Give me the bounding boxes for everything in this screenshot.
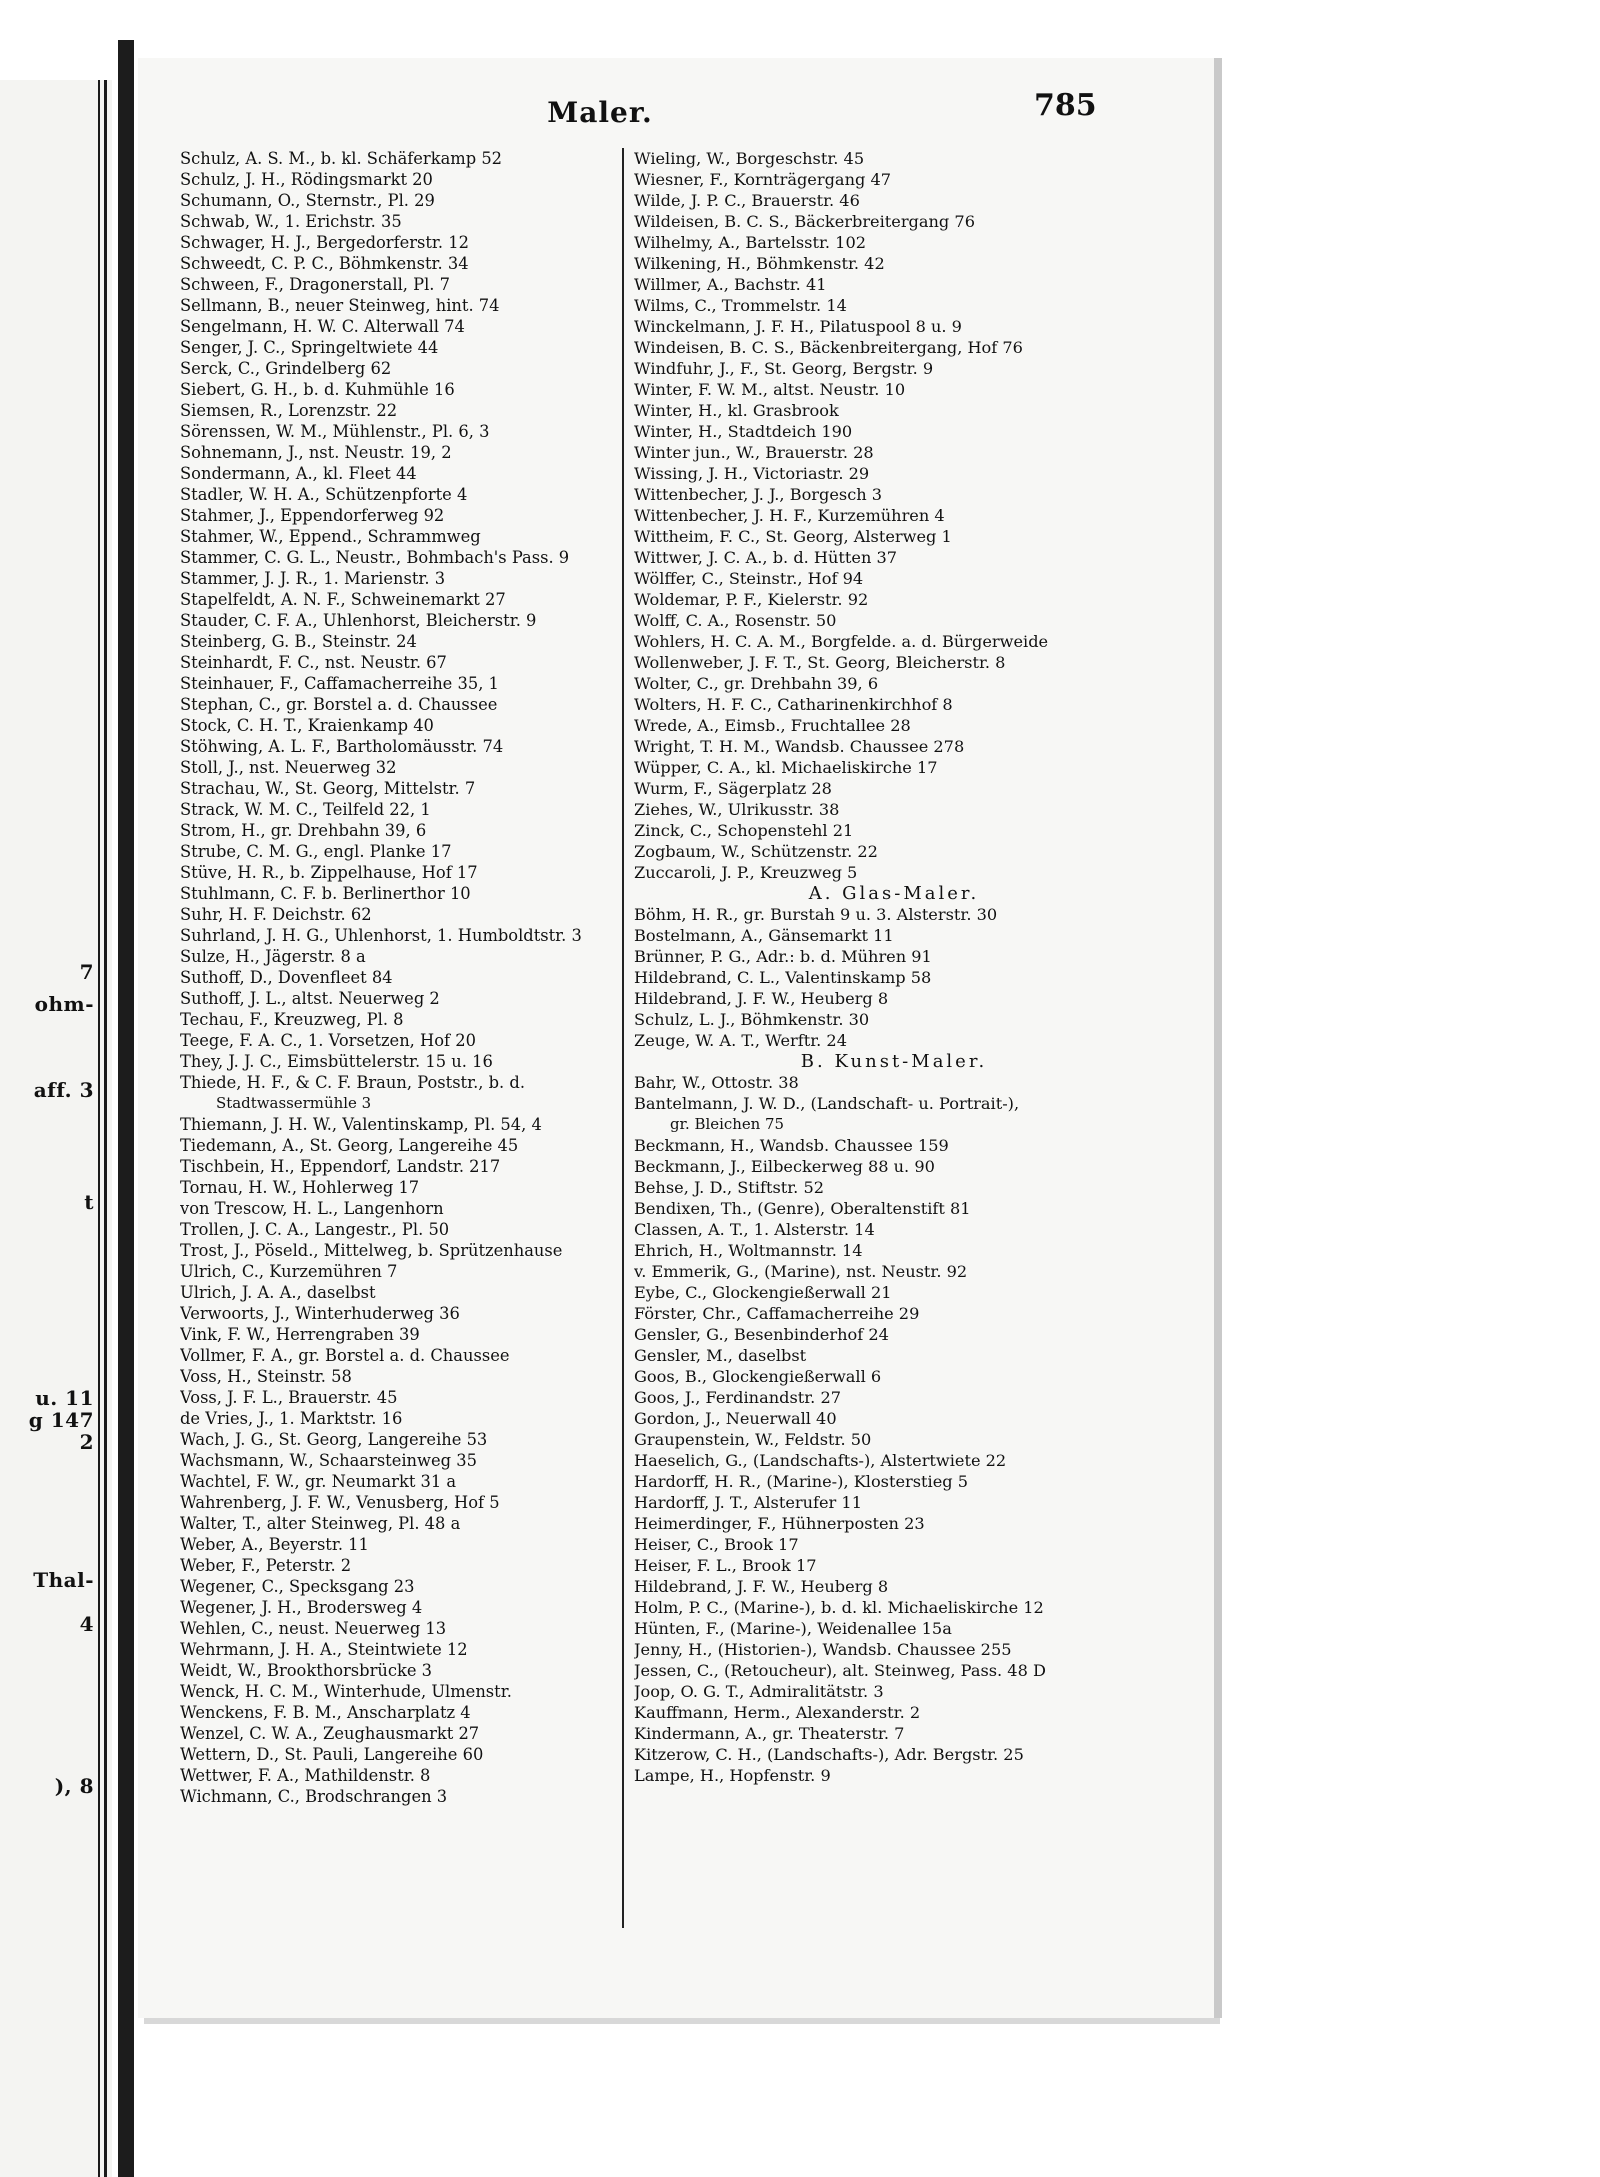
directory-entry: Weidt, W., Brookthorsbrücke 3 <box>180 1661 433 1680</box>
directory-entry: Schulz, J. H., Rödingsmarkt 20 <box>180 170 433 189</box>
directory-entry: Wieling, W., Borgeschstr. 45 <box>634 149 865 168</box>
directory-entry: Stephan, C., gr. Borstel a. d. Chaussee <box>180 695 498 714</box>
directory-entry: Classen, A. T., 1. Alsterstr. 14 <box>634 1220 875 1239</box>
left-page-fragment <box>0 80 112 2177</box>
directory-entry: Winter, H., Stadtdeich 190 <box>634 422 853 441</box>
directory-entry: Strom, H., gr. Drehbahn 39, 6 <box>180 821 427 840</box>
directory-entry: Winter, H., kl. Grasbrook <box>634 401 839 420</box>
directory-column-left <box>180 148 640 1807</box>
directory-entry: Wegener, C., Specksgang 23 <box>180 1577 415 1596</box>
directory-entry: Beckmann, J., Eilbeckerweg 88 u. 90 <box>634 1157 935 1176</box>
directory-entry: Kindermann, A., gr. Theaterstr. 7 <box>634 1724 905 1743</box>
directory-entry: Lampe, H., Hopfenstr. 9 <box>634 1766 831 1785</box>
directory-entry: Senger, J. C., Springeltwiete 44 <box>180 338 439 357</box>
page-edge-shadow <box>1214 58 1222 2018</box>
directory-entry: Stadtwassermühle 3 <box>216 1094 372 1112</box>
page-title: Maler. <box>547 96 653 129</box>
directory-entry: Wollenweber, J. F. T., St. Georg, Bleicherstr. 8 <box>634 653 1006 672</box>
section-heading: B. Kunst-Maler. <box>800 1051 988 1072</box>
directory-entry: Heimerdinger, F., Hühnerposten 23 <box>634 1514 925 1533</box>
directory-entry: Behse, J. D., Stiftstr. 52 <box>634 1178 824 1197</box>
directory-entry: Stahmer, J., Eppendorferweg 92 <box>180 506 445 525</box>
directory-entry: Zinck, C., Schopenstehl 21 <box>634 821 854 840</box>
directory-entry: Heiser, C., Brook 17 <box>634 1535 799 1554</box>
directory-entry: Weber, A., Beyerstr. 11 <box>180 1535 369 1554</box>
directory-entry: Suthoff, D., Dovenfleet 84 <box>180 968 393 987</box>
directory-entry: Tiedemann, A., St. Georg, Langereihe 45 <box>180 1136 519 1155</box>
section-heading: A. Glas-Maler. <box>808 883 980 904</box>
directory-entry: Trollen, J. C. A., Langestr., Pl. 50 <box>180 1220 450 1239</box>
directory-entry: Sörenssen, W. M., Mühlenstr., Pl. 6, 3 <box>180 422 490 441</box>
book-gutter <box>118 40 134 2177</box>
directory-entry: Gensler, G., Besenbinderhof 24 <box>634 1325 889 1344</box>
directory-entry: Suthoff, J. L., altst. Neuerweg 2 <box>180 989 440 1008</box>
directory-entry: Hardorff, H. R., (Marine-), Klosterstieg 5 <box>634 1472 969 1491</box>
left-page-text-fragment: g 147 <box>28 1408 94 1432</box>
directory-entry: Tornau, H. W., Hohlerweg 17 <box>180 1178 420 1197</box>
directory-entry: Strachau, W., St. Georg, Mittelstr. 7 <box>180 779 476 798</box>
page-number: 785 <box>1034 88 1097 123</box>
left-page-text-fragment: Thal- <box>33 1568 94 1592</box>
directory-entry: Sengelmann, H. W. C. Alterwall 74 <box>180 317 465 336</box>
directory-entry: Stock, C. H. T., Kraienkamp 40 <box>180 716 434 735</box>
directory-entry: Steinberg, G. B., Steinstr. 24 <box>180 632 417 651</box>
directory-entry: v. Emmerik, G., (Marine), nst. Neustr. 92 <box>634 1262 968 1281</box>
left-page-text-fragment: 4 <box>79 1612 94 1636</box>
directory-entry: Teege, F. A. C., 1. Vorsetzen, Hof 20 <box>180 1031 476 1050</box>
directory-entry: Windfuhr, J., F., St. Georg, Bergstr. 9 <box>634 359 934 378</box>
left-page-text-fragment: u. 11 <box>35 1386 94 1410</box>
directory-entry: Goos, J., Ferdinandstr. 27 <box>634 1388 842 1407</box>
directory-entry: Hünten, F., (Marine-), Weidenallee 15a <box>634 1619 952 1638</box>
directory-entry: Wenzel, C. W. A., Zeughausmarkt 27 <box>180 1724 480 1743</box>
directory-entry: Schumann, O., Sternstr., Pl. 29 <box>180 191 435 210</box>
directory-entry: Bahr, W., Ottostr. 38 <box>634 1073 799 1092</box>
directory-entry: Steinhardt, F. C., nst. Neustr. 67 <box>180 653 447 672</box>
directory-entry: Wach, J. G., St. Georg, Langereihe 53 <box>180 1430 488 1449</box>
directory-entry: Techau, F., Kreuzweg, Pl. 8 <box>180 1010 404 1029</box>
directory-entry: Hildebrand, C. L., Valentinskamp 58 <box>634 968 932 987</box>
directory-entry: Wachtel, F. W., gr. Neumarkt 31 a <box>180 1472 457 1491</box>
directory-entry: Wright, T. H. M., Wandsb. Chaussee 278 <box>634 737 965 756</box>
directory-entry: Ulrich, C., Kurzemühren 7 <box>180 1262 398 1281</box>
directory-entry: Wittenbecher, J. H. F., Kurzemühren 4 <box>634 506 945 525</box>
directory-entry: Förster, Chr., Caffamacherreihe 29 <box>634 1304 920 1323</box>
directory-entry: Stoll, J., nst. Neuerweg 32 <box>180 758 397 777</box>
left-page-text-fragment: 2 <box>79 1430 94 1454</box>
left-page-text-fragment: ), 8 <box>54 1774 94 1798</box>
directory-entry: Wettern, D., St. Pauli, Langereihe 60 <box>180 1745 484 1764</box>
directory-entry: Winter jun., W., Brauerstr. 28 <box>634 443 874 462</box>
directory-entry: Siebert, G. H., b. d. Kuhmühle 16 <box>180 380 455 399</box>
directory-entry: Voss, H., Steinstr. 58 <box>180 1367 352 1386</box>
directory-entry: Siemsen, R., Lorenzstr. 22 <box>180 401 398 420</box>
directory-entry: Goos, B., Glockengießerwall 6 <box>634 1367 882 1386</box>
directory-entry: Wettwer, F. A., Mathildenstr. 8 <box>180 1766 431 1785</box>
directory-entry: Jenny, H., (Historien-), Wandsb. Chaussee 255 <box>634 1640 1012 1659</box>
directory-entry: Sohnemann, J., nst. Neustr. 19, 2 <box>180 443 452 462</box>
directory-entry: Sondermann, A., kl. Fleet 44 <box>180 464 417 483</box>
directory-entry: Kauffmann, Herm., Alexanderstr. 2 <box>634 1703 921 1722</box>
directory-entry: Eybe, C., Glockengießerwall 21 <box>634 1283 892 1302</box>
directory-entry: Wurm, F., Sägerplatz 28 <box>634 779 832 798</box>
directory-entry: Stadler, W. H. A., Schützenpforte 4 <box>180 485 468 504</box>
directory-entry: Wehrmann, J. H. A., Steintwiete 12 <box>180 1640 468 1659</box>
directory-entry: Joop, O. G. T., Admiralitätstr. 3 <box>634 1682 884 1701</box>
directory-entry: Bantelmann, J. W. D., (Landschaft- u. Portrait-), <box>634 1094 1020 1113</box>
directory-entry: Wissing, J. H., Victoriastr. 29 <box>634 464 870 483</box>
directory-entry: Wilkening, H., Böhmkenstr. 42 <box>634 254 885 273</box>
directory-entry: Brünner, P. G., Adr.: b. d. Mühren 91 <box>634 947 932 966</box>
directory-entry: Wüpper, C. A., kl. Michaeliskirche 17 <box>634 758 938 777</box>
directory-entry: Bendixen, Th., (Genre), Oberaltenstift 81 <box>634 1199 971 1218</box>
directory-entry: Wittenbecher, J. J., Borgesch 3 <box>634 485 883 504</box>
directory-entry: Stauder, C. F. A., Uhlenhorst, Bleicherstr. 9 <box>180 611 537 630</box>
directory-entry: Sellmann, B., neuer Steinweg, hint. 74 <box>180 296 500 315</box>
directory-entry: Bostelmann, A., Gänsemarkt 11 <box>634 926 894 945</box>
directory-entry: Stapelfeldt, A. N. F., Schweinemarkt 27 <box>180 590 506 609</box>
directory-entry: Steinhauer, F., Caffamacherreihe 35, 1 <box>180 674 499 693</box>
directory-entry: Ziehes, W., Ulrikusstr. 38 <box>634 800 840 819</box>
page-edge-line <box>98 80 100 2177</box>
left-page-text-fragment: aff. 3 <box>33 1078 94 1102</box>
directory-entry: Wenckens, F. B. M., Anscharplatz 4 <box>180 1703 471 1722</box>
directory-entry: Wehlen, C., neust. Neuerweg 13 <box>180 1619 447 1638</box>
directory-entry: Serck, C., Grindelberg 62 <box>180 359 392 378</box>
directory-entry: Gensler, M., daselbst <box>634 1346 807 1365</box>
directory-entry: They, J. J. C., Eimsbüttelerstr. 15 u. 16 <box>180 1052 493 1071</box>
directory-entry: Schweedt, C. P. C., Böhmkenstr. 34 <box>180 254 469 273</box>
directory-entry: Stöhwing, A. L. F., Bartholomäusstr. 74 <box>180 737 504 756</box>
directory-entry: Thiemann, J. H. W., Valentinskamp, Pl. 54, 4 <box>180 1115 542 1134</box>
directory-entry: Thiede, H. F., & C. F. Braun, Poststr., b. d. <box>180 1073 525 1092</box>
directory-entry: Wilhelmy, A., Bartelsstr. 102 <box>634 233 867 252</box>
directory-entry: Stuhlmann, C. F. b. Berlinerthor 10 <box>180 884 471 903</box>
directory-entry: Wölffer, C., Steinstr., Hof 94 <box>634 569 864 588</box>
directory-entry: Hildebrand, J. F. W., Heuberg 8 <box>634 989 889 1008</box>
directory-entry: Wolff, C. A., Rosenstr. 50 <box>634 611 837 630</box>
directory-entry: Stammer, C. G. L., Neustr., Bohmbach's Pass. 9 <box>180 548 570 567</box>
directory-entry: Ulrich, J. A. A., daselbst <box>180 1283 376 1302</box>
directory-entry: Stüve, H. R., b. Zippelhause, Hof 17 <box>180 863 478 882</box>
directory-entry: Wittheim, F. C., St. Georg, Alsterweg 1 <box>634 527 952 546</box>
directory-entry: von Trescow, H. L., Langenhorn <box>180 1199 444 1218</box>
directory-entry: Haeselich, G., (Landschafts-), Alstertwiete 22 <box>634 1451 1007 1470</box>
directory-entry: Strube, C. M. G., engl. Planke 17 <box>180 842 452 861</box>
directory-entry: Wegener, J. H., Brodersweg 4 <box>180 1598 423 1617</box>
directory-entry: Wolters, H. F. C., Catharinenkirchhof 8 <box>634 695 953 714</box>
directory-entry: Wahrenberg, J. F. W., Venusberg, Hof 5 <box>180 1493 500 1512</box>
directory-column-right <box>634 148 1134 1786</box>
directory-entry: Stammer, J. J. R., 1. Marienstr. 3 <box>180 569 446 588</box>
page-edge-line <box>104 80 107 2177</box>
directory-entry: Walter, T., alter Steinweg, Pl. 48 a <box>180 1514 461 1533</box>
directory-entry: Kitzerow, C. H., (Landschafts-), Adr. Bergstr. 25 <box>634 1745 1024 1764</box>
directory-entry: Suhr, H. F. Deichstr. 62 <box>180 905 372 924</box>
directory-entry: Trost, J., Pöseld., Mittelweg, b. Sprützenhause <box>180 1241 563 1260</box>
directory-entry: Stahmer, W., Eppend., Schrammweg <box>180 527 481 546</box>
directory-entry: Vollmer, F. A., gr. Borstel a. d. Chaussee <box>180 1346 510 1365</box>
left-page-text-fragment: 7 <box>79 960 94 984</box>
directory-entry: Windeisen, B. C. S., Bäckenbreitergang, Hof 76 <box>634 338 1023 357</box>
directory-entry: Schwager, H. J., Bergedorferstr. 12 <box>180 233 469 252</box>
directory-entry: Vink, F. W., Herrengraben 39 <box>180 1325 420 1344</box>
directory-entry: Wichmann, C., Brodschrangen 3 <box>180 1787 448 1806</box>
directory-entry: Beckmann, H., Wandsb. Chaussee 159 <box>634 1136 949 1155</box>
left-page-text-fragment: ohm- <box>34 992 94 1016</box>
directory-entry: Schwab, W., 1. Erichstr. 35 <box>180 212 402 231</box>
directory-entry: Graupenstein, W., Feldstr. 50 <box>634 1430 872 1449</box>
directory-entry: Wiesner, F., Kornträgergang 47 <box>634 170 892 189</box>
directory-entry: Winter, F. W. M., altst. Neustr. 10 <box>634 380 906 399</box>
directory-entry: Hardorff, J. T., Alsterufer 11 <box>634 1493 862 1512</box>
directory-entry: Schulz, A. S. M., b. kl. Schäferkamp 52 <box>180 149 503 168</box>
directory-entry: Jessen, C., (Retoucheur), alt. Steinweg, Pass. 48 D <box>634 1661 1046 1680</box>
directory-entry: Gordon, J., Neuerwall 40 <box>634 1409 837 1428</box>
directory-entry: Wrede, A., Eimsb., Fruchtallee 28 <box>634 716 911 735</box>
directory-entry: Hildebrand, J. F. W., Heuberg 8 <box>634 1577 889 1596</box>
directory-entry: Wenck, H. C. M., Winterhude, Ulmenstr. <box>180 1682 512 1701</box>
directory-entry: Wolter, C., gr. Drehbahn 39, 6 <box>634 674 879 693</box>
directory-entry: Holm, P. C., (Marine-), b. d. kl. Michaeliskirche 12 <box>634 1598 1044 1617</box>
directory-entry: Ehrich, H., Woltmannstr. 14 <box>634 1241 863 1260</box>
left-page-text-fragment: t <box>84 1190 94 1214</box>
directory-entry: Wildeisen, B. C. S., Bäckerbreitergang 76 <box>634 212 975 231</box>
directory-entry: Tischbein, H., Eppendorf, Landstr. 217 <box>180 1157 501 1176</box>
directory-entry: gr. Bleichen 75 <box>670 1115 785 1133</box>
directory-entry: de Vries, J., 1. Marktstr. 16 <box>180 1409 403 1428</box>
directory-entry: Böhm, H. R., gr. Burstah 9 u. 3. Alsterstr. 30 <box>634 905 998 924</box>
directory-entry: Schween, F., Dragonerstall, Pl. 7 <box>180 275 450 294</box>
directory-entry: Schulz, L. J., Böhmkenstr. 30 <box>634 1010 870 1029</box>
directory-entry: Suhrland, J. H. G., Uhlenhorst, 1. Humboldtstr. 3 <box>180 926 582 945</box>
directory-entry: Sulze, H., Jägerstr. 8 a <box>180 947 366 966</box>
directory-entry: Weber, F., Peterstr. 2 <box>180 1556 352 1575</box>
directory-entry: Strack, W. M. C., Teilfeld 22, 1 <box>180 800 431 819</box>
directory-entry: Zuccaroli, J. P., Kreuzweg 5 <box>634 863 858 882</box>
directory-entry: Woldemar, P. F., Kielerstr. 92 <box>634 590 869 609</box>
column-divider <box>622 148 624 1928</box>
directory-entry: Wohlers, H. C. A. M., Borgfelde. a. d. Bürgerweide <box>634 632 1049 651</box>
directory-entry: Zeuge, W. A. T., Werftr. 24 <box>634 1031 847 1050</box>
directory-entry: Zogbaum, W., Schützenstr. 22 <box>634 842 878 861</box>
directory-entry: Voss, J. F. L., Brauerstr. 45 <box>180 1388 398 1407</box>
directory-entry: Willmer, A., Bachstr. 41 <box>634 275 827 294</box>
directory-entry: Verwoorts, J., Winterhuderweg 36 <box>180 1304 460 1323</box>
directory-entry: Wilms, C., Trommelstr. 14 <box>634 296 847 315</box>
directory-entry: Winckelmann, J. F. H., Pilatuspool 8 u. 9 <box>634 317 962 336</box>
directory-entry: Wittwer, J. C. A., b. d. Hütten 37 <box>634 548 898 567</box>
directory-entry: Heiser, F. L., Brook 17 <box>634 1556 817 1575</box>
directory-entry: Wilde, J. P. C., Brauerstr. 46 <box>634 191 860 210</box>
directory-entry: Wachsmann, W., Schaarsteinweg 35 <box>180 1451 477 1470</box>
